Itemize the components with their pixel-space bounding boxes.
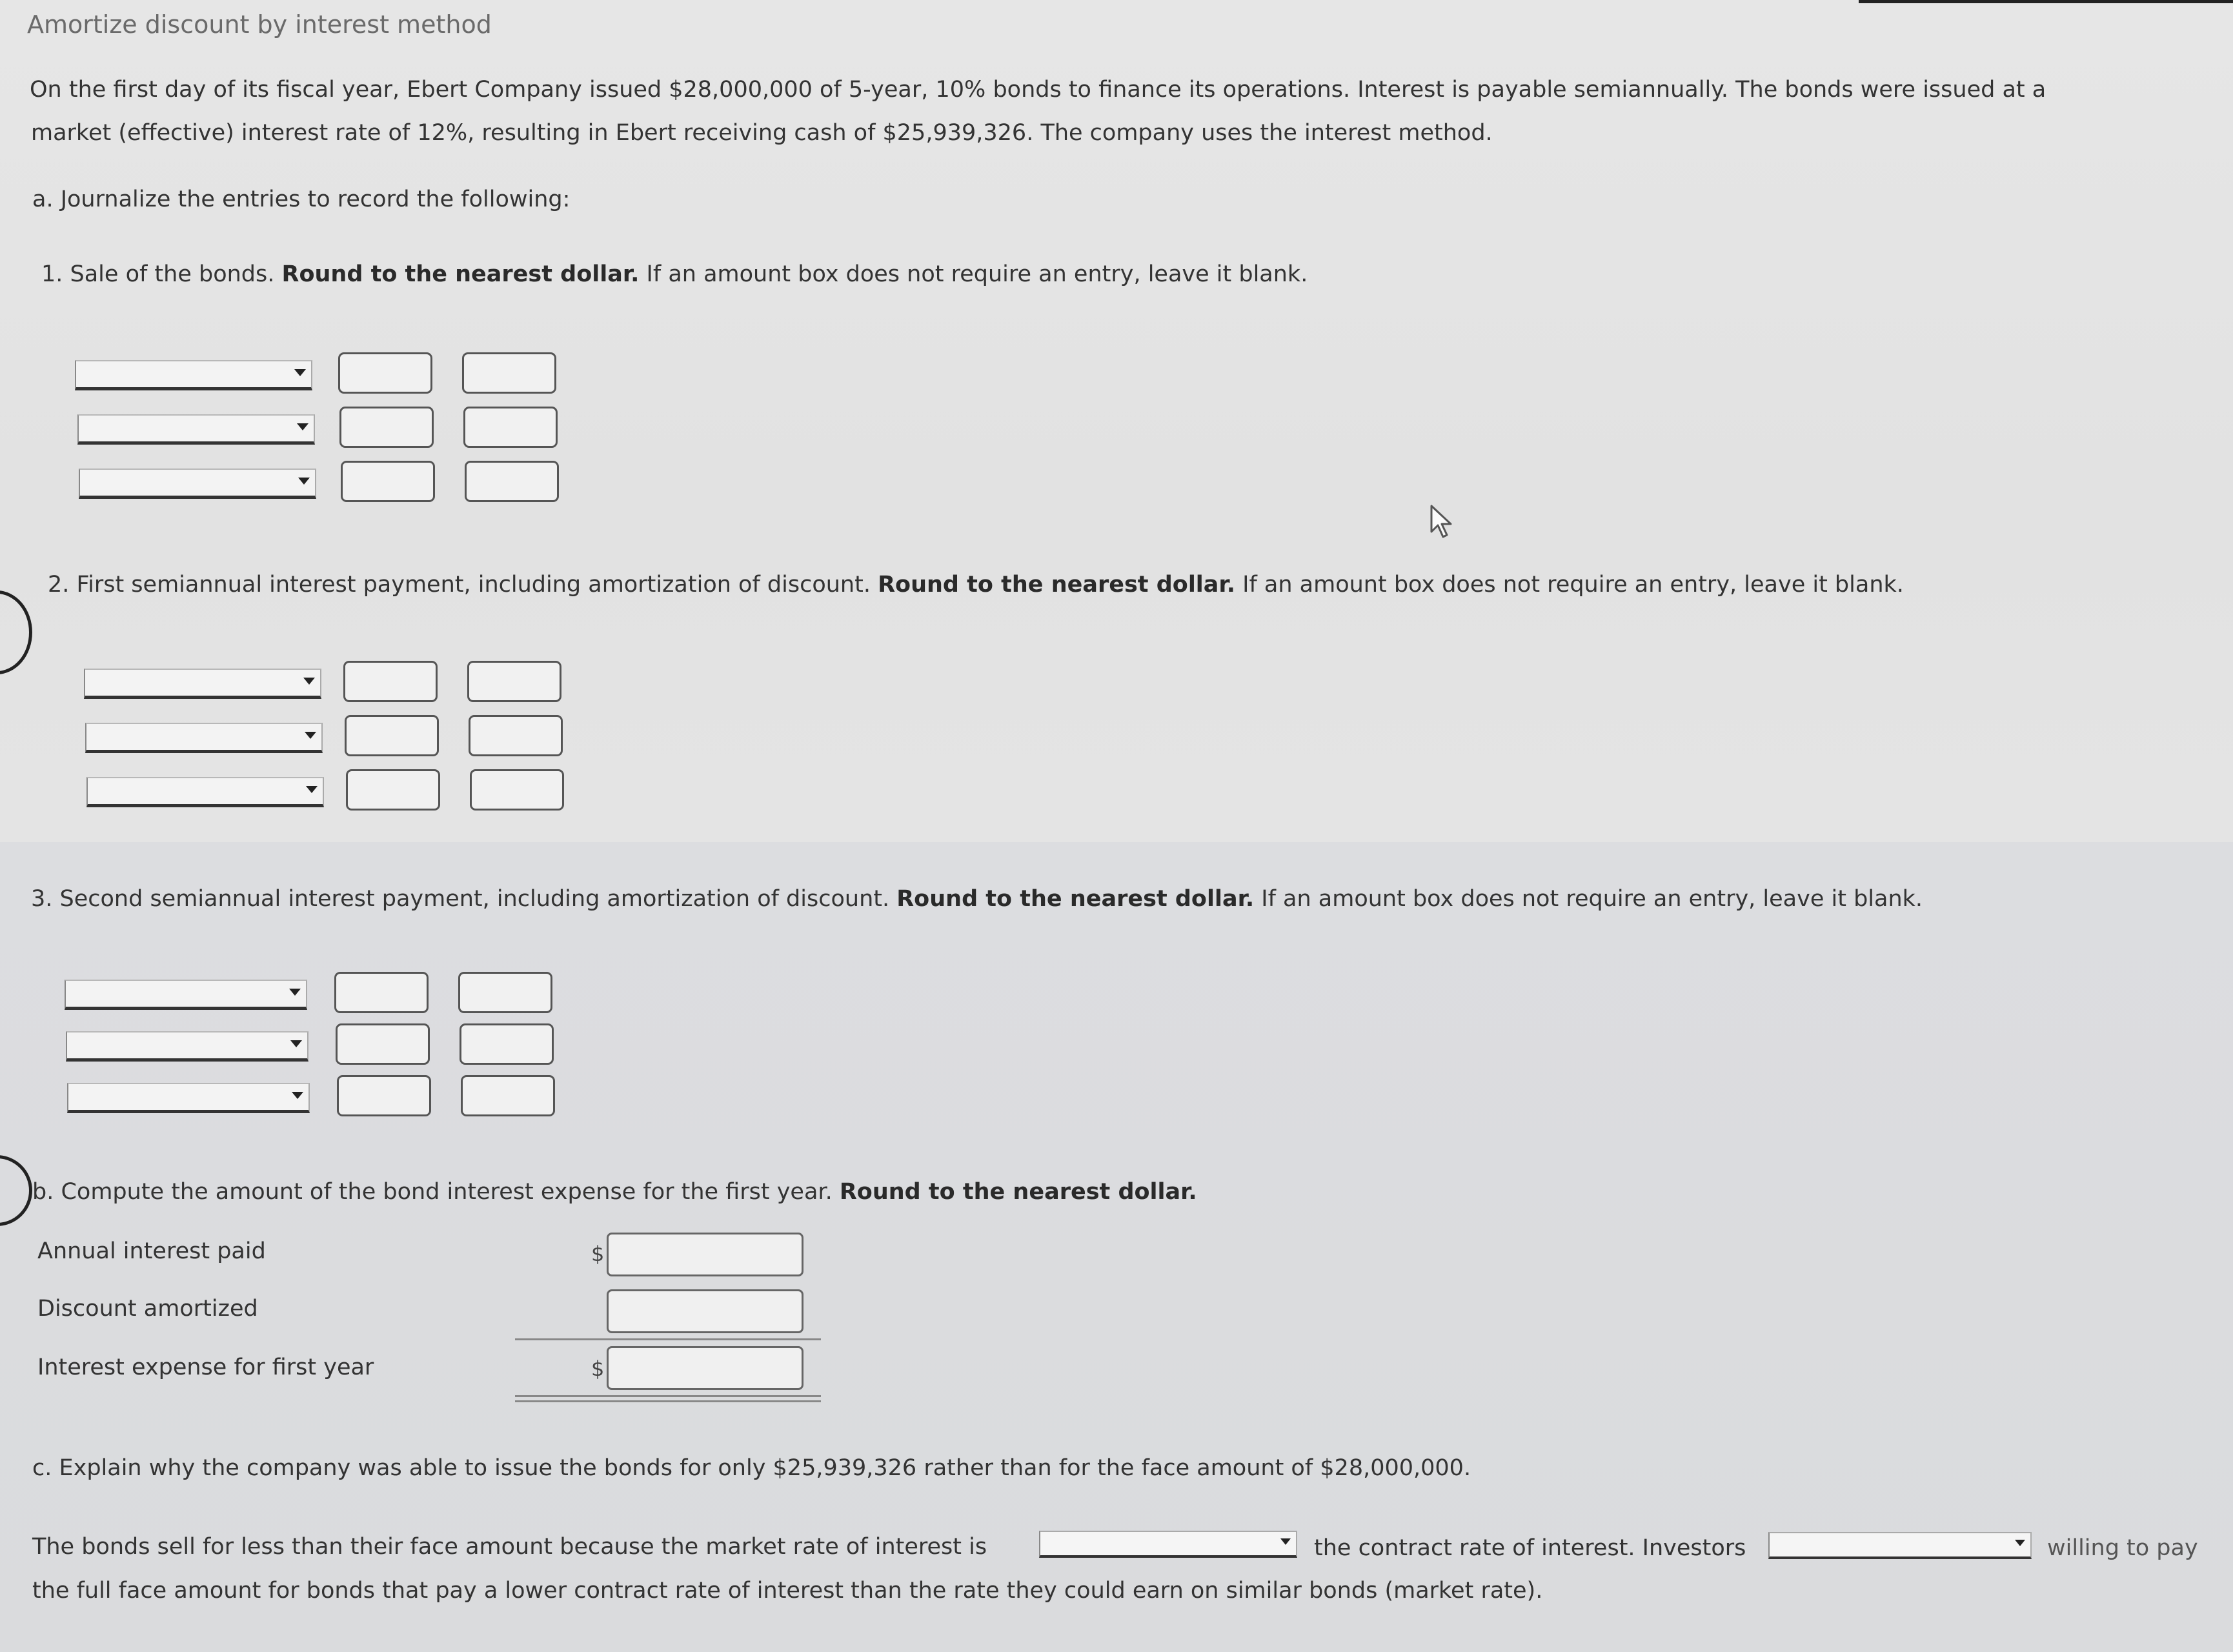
debit-input[interactable] bbox=[345, 715, 439, 756]
interest-expense-input[interactable] bbox=[607, 1346, 803, 1390]
debit-input[interactable] bbox=[334, 972, 429, 1013]
annual-interest-label: Annual interest paid bbox=[37, 1238, 266, 1264]
account-select[interactable] bbox=[79, 468, 316, 499]
currency-symbol: $ bbox=[591, 1356, 605, 1381]
chevron-down-icon bbox=[303, 678, 315, 685]
part-c-answer-4: the full face amount for bonds that pay a lower contract rate of interest than the rate they could earn on similar bonds (market rate). bbox=[32, 1578, 1543, 1604]
subtotal-rule bbox=[515, 1338, 821, 1340]
question-1: 1. Sale of the bonds. Round to the nearest dollar. If an amount box does not require an entry, leave it blank. bbox=[41, 261, 1308, 287]
intro-line-2: market (effective) interest rate of 12%, resulting in Ebert receiving cash of $25,939,326. The company uses the interest method. bbox=[31, 120, 1493, 146]
credit-input[interactable] bbox=[465, 461, 559, 502]
chevron-down-icon bbox=[1280, 1538, 1291, 1545]
part-a-heading: a. Journalize the entries to record the following: bbox=[32, 186, 571, 212]
chevron-down-icon bbox=[305, 732, 316, 739]
chevron-down-icon bbox=[290, 1040, 302, 1047]
debit-input[interactable] bbox=[338, 352, 432, 394]
credit-input[interactable] bbox=[470, 769, 564, 811]
interest-expense-label: Interest expense for first year bbox=[37, 1355, 374, 1380]
chevron-down-icon bbox=[292, 1092, 303, 1099]
part-b-heading: b. Compute the amount of the bond interest expense for the first year. Round to the nearest dollar. bbox=[32, 1179, 1197, 1205]
market-rate-comparison-select[interactable] bbox=[1039, 1531, 1297, 1558]
question-2: 2. First semiannual interest payment, including amortization of discount. Round to the nearest dollar. If an amount box does not require an entry, leave it blank. bbox=[48, 572, 1904, 598]
part-c-heading: c. Explain why the company was able to issue the bonds for only $25,939,326 rather than for the face amount of $28,000,000. bbox=[32, 1455, 1471, 1481]
question-3: 3. Second semiannual interest payment, including amortization of discount. Round to the nearest dollar. If an amount box does not require an entry, leave it blank. bbox=[31, 886, 1923, 912]
account-select[interactable] bbox=[75, 360, 312, 390]
debit-input[interactable] bbox=[343, 661, 438, 702]
problem-title: Amortize discount by interest method bbox=[27, 10, 492, 39]
account-select[interactable] bbox=[65, 980, 307, 1010]
credit-input[interactable] bbox=[458, 972, 552, 1013]
part-c-answer-3: willing to pay bbox=[2047, 1535, 2198, 1561]
chevron-down-icon bbox=[289, 989, 301, 996]
debit-input[interactable] bbox=[346, 769, 440, 811]
intro-line-1: On the first day of its fiscal year, Ebert Company issued $28,000,000 of 5-year, 10% bonds to finance its operations. Interest is payable semiannually. The bonds were issued at a bbox=[30, 77, 2046, 103]
discount-amortized-input[interactable] bbox=[607, 1289, 803, 1333]
chevron-down-icon bbox=[2015, 1540, 2025, 1546]
account-select[interactable] bbox=[67, 1083, 310, 1113]
annual-interest-input[interactable] bbox=[607, 1233, 803, 1276]
credit-input[interactable] bbox=[462, 352, 556, 394]
account-select[interactable] bbox=[85, 723, 323, 753]
chevron-down-icon bbox=[294, 369, 306, 376]
total-double-rule bbox=[515, 1400, 821, 1402]
chevron-down-icon bbox=[298, 478, 310, 485]
debit-input[interactable] bbox=[341, 461, 435, 502]
account-select[interactable] bbox=[84, 669, 321, 699]
credit-input[interactable] bbox=[461, 1075, 555, 1116]
account-select[interactable] bbox=[86, 777, 324, 807]
credit-input[interactable] bbox=[463, 407, 558, 448]
investors-willing-select[interactable] bbox=[1768, 1532, 2032, 1559]
top-rule bbox=[1859, 0, 2233, 3]
mouse-pointer-icon bbox=[1429, 503, 1457, 539]
part-c-answer-1: The bonds sell for less than their face amount because the market rate of interest is bbox=[32, 1534, 987, 1560]
account-select[interactable] bbox=[77, 414, 315, 445]
debit-input[interactable] bbox=[339, 407, 434, 448]
currency-symbol: $ bbox=[591, 1242, 605, 1266]
chevron-down-icon bbox=[297, 423, 308, 430]
debit-input[interactable] bbox=[337, 1075, 431, 1116]
credit-input[interactable] bbox=[460, 1023, 554, 1065]
account-select[interactable] bbox=[66, 1031, 308, 1062]
part-c-answer-2: the contract rate of interest. Investors bbox=[1314, 1535, 1746, 1561]
debit-input[interactable] bbox=[336, 1023, 430, 1065]
discount-amortized-label: Discount amortized bbox=[37, 1296, 258, 1322]
credit-input[interactable] bbox=[469, 715, 563, 756]
total-double-rule bbox=[515, 1395, 821, 1397]
credit-input[interactable] bbox=[467, 661, 561, 702]
chevron-down-icon bbox=[306, 786, 318, 793]
